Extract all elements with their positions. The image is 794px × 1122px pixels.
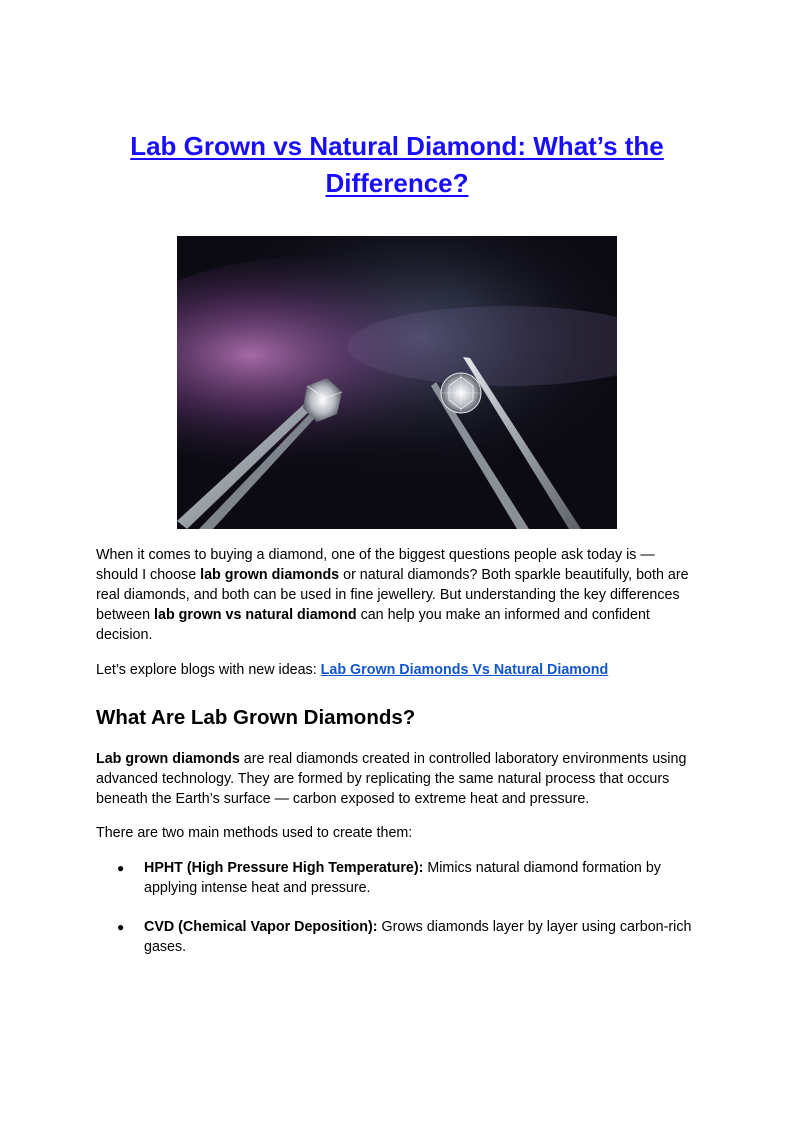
bullet-icon: ● <box>117 861 125 875</box>
intro-text-3: can help you make an informed and confident decision. <box>96 607 650 643</box>
method-desc: Grows diamonds layer by layer using carbon-rich gases. <box>144 919 692 955</box>
intro-text-1: When it comes to buying a diamond, one of the biggest questions people ask today is — should I choose <box>96 547 655 583</box>
method-name: HPHT (High Pressure High Temperature): <box>144 860 424 876</box>
definition-bold: Lab grown diamonds <box>96 751 240 767</box>
method-desc: Mimics natural diamond formation by applying intense heat and pressure. <box>144 860 661 896</box>
list-item <box>96 917 700 957</box>
list-item <box>96 858 700 898</box>
intro-bold-1: lab grown diamonds <box>200 567 340 583</box>
right-diamond <box>441 373 481 413</box>
intro-bold-2: lab grown vs natural diamond <box>154 607 357 623</box>
intro-text-2: or natural diamonds? Both sparkle beautifully, both are real diamonds, and both can be used in fine jewellery. But understanding the key differences between <box>96 567 689 623</box>
methods-list <box>96 858 700 976</box>
method-name: CVD (Chemical Vapor Deposition): <box>144 919 378 935</box>
intro-paragraph <box>96 545 700 645</box>
page-title <box>80 128 714 202</box>
section-heading: What Are Lab Grown Diamonds? <box>96 706 416 729</box>
lab-grown-definition <box>96 749 700 809</box>
bullet-icon: ● <box>117 920 125 934</box>
explore-paragraph <box>96 660 700 680</box>
explore-text: Let’s explore blogs with new ideas: <box>96 662 321 678</box>
methods-intro: There are two main methods used to create them: <box>96 825 413 841</box>
page-title-link[interactable]: Lab Grown vs Natural Diamond: What’s the Difference? <box>130 131 664 198</box>
explore-link[interactable]: Lab Grown Diamonds Vs Natural Diamond <box>320 662 609 678</box>
diamond-comparison-photo <box>177 236 617 529</box>
definition-text: are real diamonds created in controlled laboratory environments using advanced technology. They are formed by replicating the same natural process that occurs beneath the Earth’s surface — carbon exposed to extreme heat and pressure. <box>96 751 687 807</box>
